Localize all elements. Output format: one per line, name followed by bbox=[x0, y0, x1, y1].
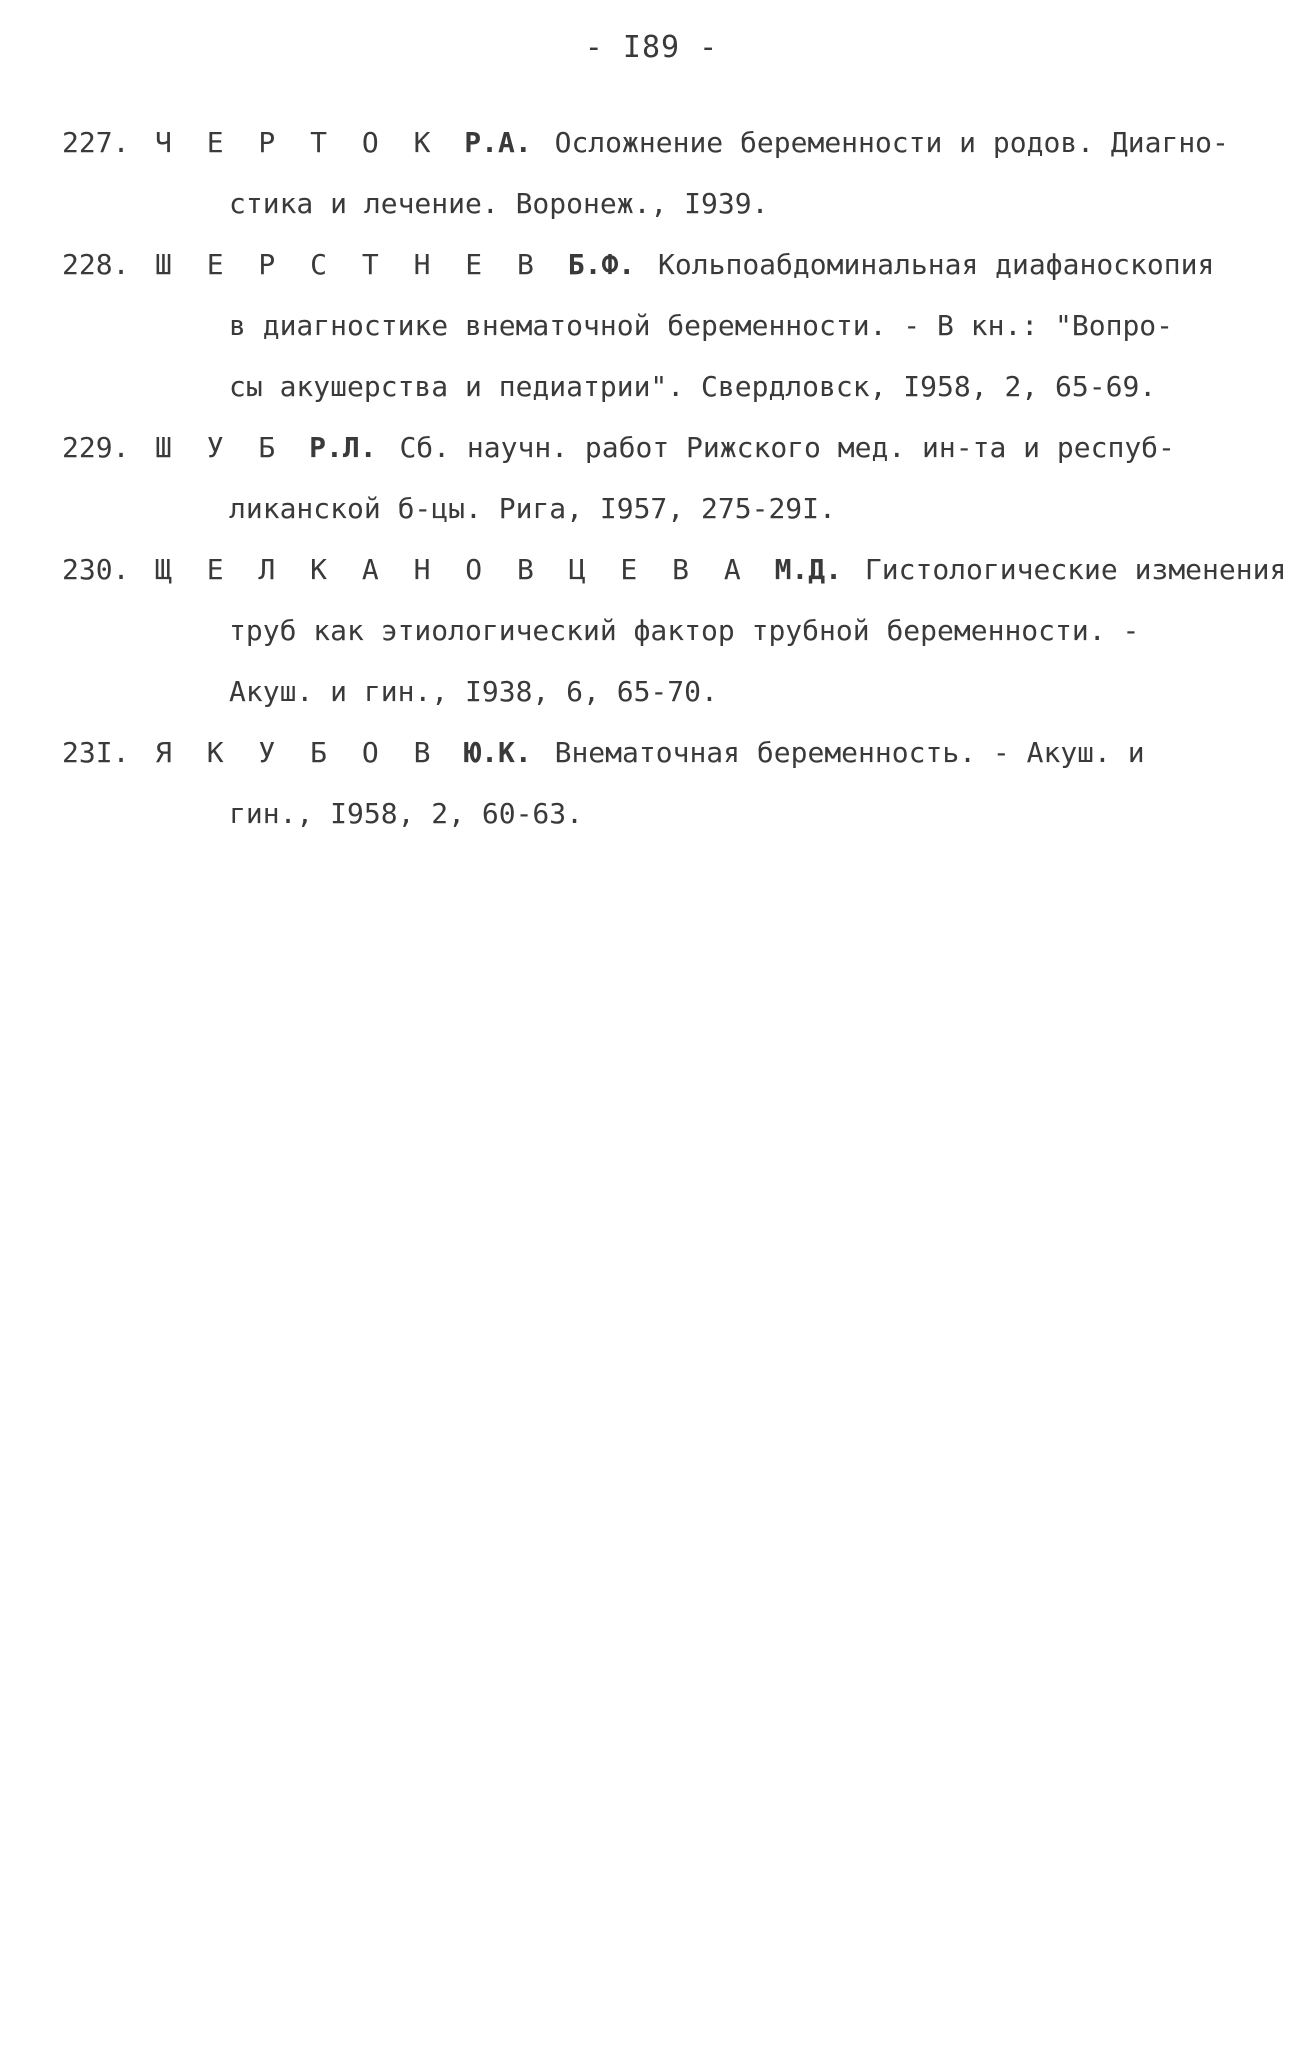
entry-continuation: в диагностике внематочной беременности. - В кн.: "Вопро- bbox=[229, 309, 1174, 342]
entry-initials: М.Д. bbox=[774, 553, 843, 586]
entry-text: Кольпоабдоминальная диафаноскопия bbox=[658, 248, 1215, 281]
entry-author: Ш У Б bbox=[155, 431, 285, 464]
entry-first-line bbox=[62, 234, 1262, 295]
bibliography-list bbox=[62, 112, 1287, 844]
page-number: - I89 - bbox=[584, 30, 719, 65]
bibliography-entry bbox=[62, 539, 1287, 722]
entry-number: 230. bbox=[62, 553, 130, 586]
entry-initials: Р.Л. bbox=[309, 431, 377, 464]
entry-text: Сб. научн. работ Рижского мед. ин-та и респуб- bbox=[399, 431, 1175, 464]
entry-author: Щ Е Л К А Н О В Ц Е В А bbox=[155, 553, 750, 586]
entry-initials: Ю.К. bbox=[464, 736, 532, 769]
entry-text: Гистологические изменения bbox=[864, 553, 1287, 586]
entry-number: 227. bbox=[62, 126, 130, 159]
entry-number: 23I. bbox=[62, 736, 130, 769]
bibliography-entry bbox=[62, 112, 1262, 234]
entry-continuation: сы акушерства и педиатрии". Свердловск, I958, 2, 65-69. bbox=[229, 370, 1157, 403]
entry-continuation: Акуш. и гин., I938, 6, 65-70. bbox=[229, 675, 718, 708]
entry-first-line bbox=[62, 722, 1262, 783]
bibliography-entry bbox=[62, 417, 1262, 539]
entry-author: Ш Е Р С Т Н Е В bbox=[155, 248, 543, 281]
entry-number: 229. bbox=[62, 431, 130, 464]
entry-text: Осложнение беременности и родов. Диагно- bbox=[554, 126, 1229, 159]
entry-continuation: ликанской б-цы. Рига, I957, 275-29I. bbox=[229, 492, 836, 525]
entry-first-line bbox=[62, 539, 1287, 600]
entry-initials: Р.А. bbox=[464, 126, 532, 159]
bibliography-entry bbox=[62, 722, 1262, 844]
bibliography-entry bbox=[62, 234, 1262, 417]
entry-text: Внематочная беременность. - Акуш. и bbox=[554, 736, 1145, 769]
entry-first-line bbox=[62, 417, 1262, 478]
entry-author: Я К У Б О В bbox=[155, 736, 440, 769]
entry-continuation: стика и лечение. Воронеж., I939. bbox=[229, 187, 769, 220]
entry-continuation: гин., I958, 2, 60-63. bbox=[229, 797, 584, 830]
entry-number: 228. bbox=[62, 248, 130, 281]
entry-initials: Б.Ф. bbox=[567, 248, 636, 281]
entry-first-line bbox=[62, 112, 1262, 173]
entry-continuation: труб как этиологический фактор трубной беременности. - bbox=[229, 614, 1140, 647]
entry-author: Ч Е Р Т О К bbox=[155, 126, 440, 159]
